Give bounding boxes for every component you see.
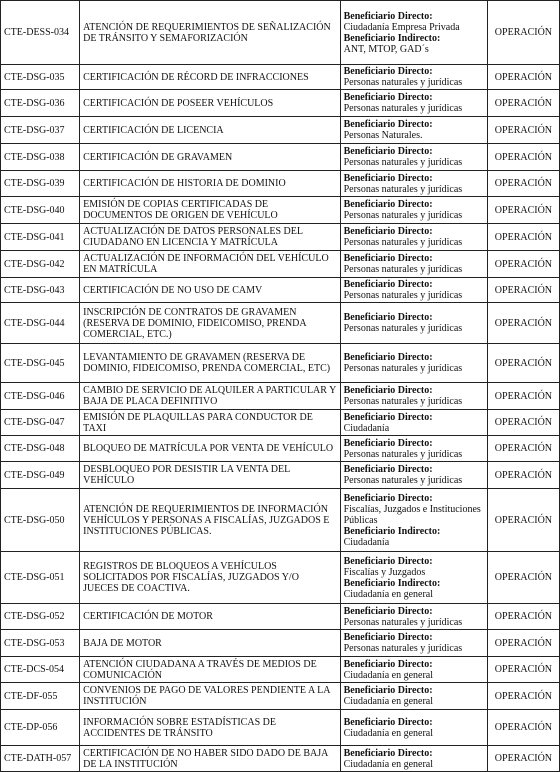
service-code: CTE-DSG-047 (1, 410, 80, 436)
service-code: CTE-DSG-036 (1, 90, 80, 117)
service-name: INFORMACIÓN SOBRE ESTADÍSTICAS DE ACCIDENTES DE TRÁNSITO (80, 710, 340, 746)
area-cell: OPERACIÓN (487, 657, 559, 683)
beneficiary-cell (340, 144, 487, 171)
beneficiary-label: Beneficiario Directo: (343, 119, 433, 130)
table-row (1, 1, 560, 65)
area-cell: OPERACIÓN (487, 344, 559, 383)
beneficiary-text: Ciudadanía Empresa Privada (343, 21, 460, 33)
services-table-body (1, 1, 560, 772)
beneficiary-label: Beneficiario Directo: (343, 385, 433, 396)
beneficiary-text: Fiscalías y Juzgados (343, 566, 426, 578)
beneficiary-cell (340, 251, 487, 278)
area-cell: OPERACIÓN (487, 462, 559, 489)
area-cell: OPERACIÓN (487, 65, 559, 90)
beneficiary-text: Ciudadanía (343, 422, 390, 434)
beneficiary-text: Personas naturales y jurídicas (343, 475, 463, 486)
service-name: CERTIFICACIÓN DE POSEER VEHÍCULOS (80, 90, 340, 117)
area-cell: OPERACIÓN (487, 746, 559, 772)
beneficiary-cell (340, 90, 487, 117)
service-code: CTE-DSG-042 (1, 251, 80, 278)
service-code: CTE-DSG-050 (1, 489, 80, 552)
beneficiary-text: Personas naturales y jurídicas (343, 396, 463, 407)
beneficiary-cell (340, 630, 487, 657)
service-name: BAJA DE MOTOR (80, 630, 340, 657)
table-row (1, 251, 560, 278)
beneficiary-cell (340, 303, 487, 344)
beneficiary-cell (340, 683, 487, 710)
beneficiary-label: Beneficiario Directo: (343, 555, 433, 567)
service-name: CERTIFICACIÓN DE LICENCIA (80, 117, 340, 144)
table-row (1, 383, 560, 410)
area-cell: OPERACIÓN (487, 197, 559, 224)
beneficiary-label: Beneficiario Directo: (343, 253, 433, 264)
area-cell: OPERACIÓN (487, 552, 559, 604)
service-code: CTE-DSG-046 (1, 383, 80, 410)
area-cell: OPERACIÓN (487, 410, 559, 436)
service-code: CTE-DSG-044 (1, 303, 80, 344)
beneficiary-text: Ciudadanía en general (343, 588, 433, 600)
beneficiary-text: Personas naturales y jurídicas (343, 363, 463, 374)
service-code: CTE-DSG-039 (1, 171, 80, 197)
table-row (1, 65, 560, 90)
area-cell: OPERACIÓN (487, 224, 559, 251)
service-name: BLOQUEO DE MATRÍCULA POR VENTA DE VEHÍCULO (80, 436, 340, 462)
beneficiary-label: Beneficiario Directo: (343, 226, 433, 237)
service-code: CTE-DSG-038 (1, 144, 80, 171)
service-name: CERTIFICACIÓN DE HISTORIA DE DOMINIO (80, 171, 340, 197)
area-cell: OPERACIÓN (487, 278, 559, 303)
table-row (1, 630, 560, 657)
beneficiary-text: Ciudadanía en general (343, 669, 433, 681)
area-cell: OPERACIÓN (487, 171, 559, 197)
beneficiary-text: Personas naturales y jurídicas (343, 323, 463, 334)
beneficiary-label: Beneficiario Directo: (343, 658, 433, 670)
beneficiary-text: Personas naturales y jurídicas (343, 103, 463, 114)
service-name: INSCRIPCIÓN DE CONTRATOS DE GRAVAMEN (RESERVA DE DOMINIO, FIDEICOMISO, PRENDA COMERCIAL, ETC.) (80, 303, 340, 344)
table-row (1, 657, 560, 683)
service-name: ATENCIÓN DE REQUERIMIENTOS DE SEÑALIZACIÓN DE TRÁNSITO Y SEMAFORIZACIÓN (80, 1, 340, 65)
beneficiary-cell (340, 383, 487, 410)
service-code: CTE-DSG-040 (1, 197, 80, 224)
beneficiary-text: Ciudadanía en general (343, 727, 433, 739)
beneficiary-label: Beneficiario Directo: (343, 437, 433, 449)
table-row (1, 278, 560, 303)
beneficiary-label: Beneficiario Directo: (343, 492, 433, 504)
area-cell: OPERACIÓN (487, 383, 559, 410)
service-code: CTE-DSG-035 (1, 65, 80, 90)
beneficiary-label: Beneficiario Directo: (343, 66, 433, 77)
table-row (1, 410, 560, 436)
beneficiary-cell (340, 278, 487, 303)
table-row (1, 90, 560, 117)
area-cell: OPERACIÓN (487, 251, 559, 278)
area-cell: OPERACIÓN (487, 710, 559, 746)
beneficiary-label: Beneficiario Indirecto: (343, 32, 441, 44)
beneficiary-cell (340, 344, 487, 383)
service-name: CERTIFICACIÓN DE NO HABER SIDO DADO DE BAJA DE LA INSTITUCIÓN (80, 746, 340, 772)
beneficiary-label: Beneficiario Directo: (343, 685, 433, 696)
beneficiary-text: Personas naturales y jurídicas (343, 264, 463, 275)
service-code: CTE-DF-055 (1, 683, 80, 710)
table-row (1, 171, 560, 197)
service-code: CTE-DSG-053 (1, 630, 80, 657)
beneficiary-label: Beneficiario Directo: (343, 747, 433, 759)
beneficiary-label: Beneficiario Directo: (343, 312, 433, 323)
service-code: CTE-DSG-049 (1, 462, 80, 489)
area-cell: OPERACIÓN (487, 117, 559, 144)
beneficiary-cell (340, 489, 487, 552)
beneficiary-text: Personas Naturales. (343, 130, 423, 141)
beneficiary-cell (340, 117, 487, 144)
beneficiary-text: Personas naturales y jurídicas (343, 77, 463, 88)
service-name: EMISIÓN DE PLAQUILLAS PARA CONDUCTOR DE TAXI (80, 410, 340, 436)
service-name: CAMBIO DE SERVICIO DE ALQUILER A PARTICULAR Y BAJA DE PLACA DEFINITIVO (80, 383, 340, 410)
beneficiary-text: Personas naturales y jurídicas (343, 448, 463, 460)
table-row (1, 197, 560, 224)
beneficiary-text: Ciudadanía en general (343, 696, 433, 707)
beneficiary-text: Personas naturales y jurídicas (343, 643, 463, 654)
beneficiary-text: Personas naturales y jurídicas (343, 237, 463, 248)
table-row (1, 462, 560, 489)
area-cell: OPERACIÓN (487, 1, 559, 65)
beneficiary-cell (340, 552, 487, 604)
service-name: CERTIFICACIÓN DE GRAVAMEN (80, 144, 340, 171)
beneficiary-label: Beneficiario Directo: (343, 605, 433, 617)
table-row (1, 144, 560, 171)
service-code: CTE-DSG-051 (1, 552, 80, 604)
service-name: CERTIFICACIÓN DE RÉCORD DE INFRACCIONES (80, 65, 340, 90)
service-code: CTE-DSG-045 (1, 344, 80, 383)
beneficiary-cell (340, 710, 487, 746)
beneficiary-text: Personas naturales y jurídicas (343, 157, 463, 168)
beneficiary-label: Beneficiario Directo: (343, 411, 433, 423)
table-row (1, 436, 560, 462)
beneficiary-label: Beneficiario Directo: (343, 199, 433, 210)
service-name: ACTUALIZACIÓN DE DATOS PERSONALES DEL CIUDADANO EN LICENCIA Y MATRÍCULA (80, 224, 340, 251)
beneficiary-label: Beneficiario Directo: (343, 146, 433, 157)
beneficiary-label: Beneficiario Directo: (343, 632, 433, 643)
beneficiary-label: Beneficiario Directo: (343, 10, 433, 22)
beneficiary-cell (340, 657, 487, 683)
service-code: CTE-DSG-041 (1, 224, 80, 251)
service-name: REGISTROS DE BLOQUEOS A VEHÍCULOS SOLICITADOS POR FISCALÍAS, JUZGADOS Y/O JUECES DE COACTIVA. (80, 552, 340, 604)
beneficiary-cell (340, 197, 487, 224)
beneficiary-text: Personas naturales y jurídicas (343, 183, 463, 195)
beneficiary-cell (340, 171, 487, 197)
beneficiary-label: Beneficiario Directo: (343, 172, 433, 184)
service-name: ATENCIÓN DE REQUERIMIENTOS DE INFORMACIÓN VEHÍCULOS Y PERSONAS A FISCALÍAS, JUZGADOS E INSTITUCIONES PÚBLICAS. (80, 489, 340, 552)
area-cell: OPERACIÓN (487, 630, 559, 657)
service-code: CTE-DSG-043 (1, 278, 80, 303)
beneficiary-text: Fiscalías, Juzgados e Instituciones Públicas (343, 503, 481, 526)
table-row (1, 224, 560, 251)
table-row (1, 552, 560, 604)
beneficiary-text: Personas naturales y jurídicas (343, 616, 463, 628)
service-name: CONVENIOS DE PAGO DE VALORES PENDIENTE A LA INSTITUCIÓN (80, 683, 340, 710)
beneficiary-label: Beneficiario Directo: (343, 279, 433, 290)
beneficiary-label: Beneficiario Directo: (343, 92, 433, 103)
table-row (1, 117, 560, 144)
area-cell: OPERACIÓN (487, 144, 559, 171)
beneficiary-cell (340, 436, 487, 462)
table-row (1, 344, 560, 383)
beneficiary-label: Beneficiario Directo: (343, 716, 433, 728)
service-code: CTE-DSG-048 (1, 436, 80, 462)
service-name: CERTIFICACIÓN DE MOTOR (80, 604, 340, 630)
beneficiary-label: Beneficiario Indirecto: (343, 525, 441, 537)
beneficiary-text: Ciudadanía en general (343, 758, 433, 770)
area-cell: OPERACIÓN (487, 303, 559, 344)
beneficiary-label: Beneficiario Directo: (343, 352, 433, 363)
beneficiary-label: Beneficiario Indirecto: (343, 577, 441, 589)
beneficiary-text: ANT, MTOP, GAD´s (343, 43, 429, 55)
service-name: LEVANTAMIENTO DE GRAVAMEN (RESERVA DE DOMINIO, FIDEICOMISO, PRENDA COMERCIAL, ETC) (80, 344, 340, 383)
beneficiary-cell (340, 410, 487, 436)
area-cell: OPERACIÓN (487, 436, 559, 462)
beneficiary-text: Ciudadanía (343, 536, 390, 548)
table-row (1, 604, 560, 630)
service-code: CTE-DCS-054 (1, 657, 80, 683)
service-name: EMISIÓN DE COPIAS CERTIFICADAS DE DOCUMENTOS DE ORIGEN DE VEHÍCULO (80, 197, 340, 224)
service-name: CERTIFICACIÓN DE NO USO DE CAMV (80, 278, 340, 303)
table-row (1, 710, 560, 746)
beneficiary-text: Personas naturales y jurídicas (343, 210, 463, 221)
service-name: ACTUALIZACIÓN DE INFORMACIÓN DEL VEHÍCULO EN MATRÍCULA (80, 251, 340, 278)
table-row (1, 489, 560, 552)
beneficiary-text: Personas naturales y jurídicas (343, 290, 463, 301)
table-row (1, 303, 560, 344)
area-cell: OPERACIÓN (487, 604, 559, 630)
service-name: ATENCIÓN CIUDADANA A TRAVÉS DE MEDIOS DE COMUNICACIÓN (80, 657, 340, 683)
beneficiary-cell (340, 224, 487, 251)
service-code: CTE-DATH-057 (1, 746, 80, 772)
service-code: CTE-DP-056 (1, 710, 80, 746)
area-cell: OPERACIÓN (487, 90, 559, 117)
area-cell: OPERACIÓN (487, 489, 559, 552)
beneficiary-cell (340, 462, 487, 489)
beneficiary-cell (340, 604, 487, 630)
service-name: DESBLOQUEO POR DESISTIR LA VENTA DEL VEHÍCULO (80, 462, 340, 489)
service-code: CTE-DESS-034 (1, 1, 80, 65)
area-cell: OPERACIÓN (487, 683, 559, 710)
beneficiary-label: Beneficiario Directo: (343, 464, 433, 475)
service-code: CTE-DSG-037 (1, 117, 80, 144)
service-code: CTE-DSG-052 (1, 604, 80, 630)
table-row (1, 683, 560, 710)
beneficiary-cell (340, 65, 487, 90)
beneficiary-cell (340, 1, 487, 65)
